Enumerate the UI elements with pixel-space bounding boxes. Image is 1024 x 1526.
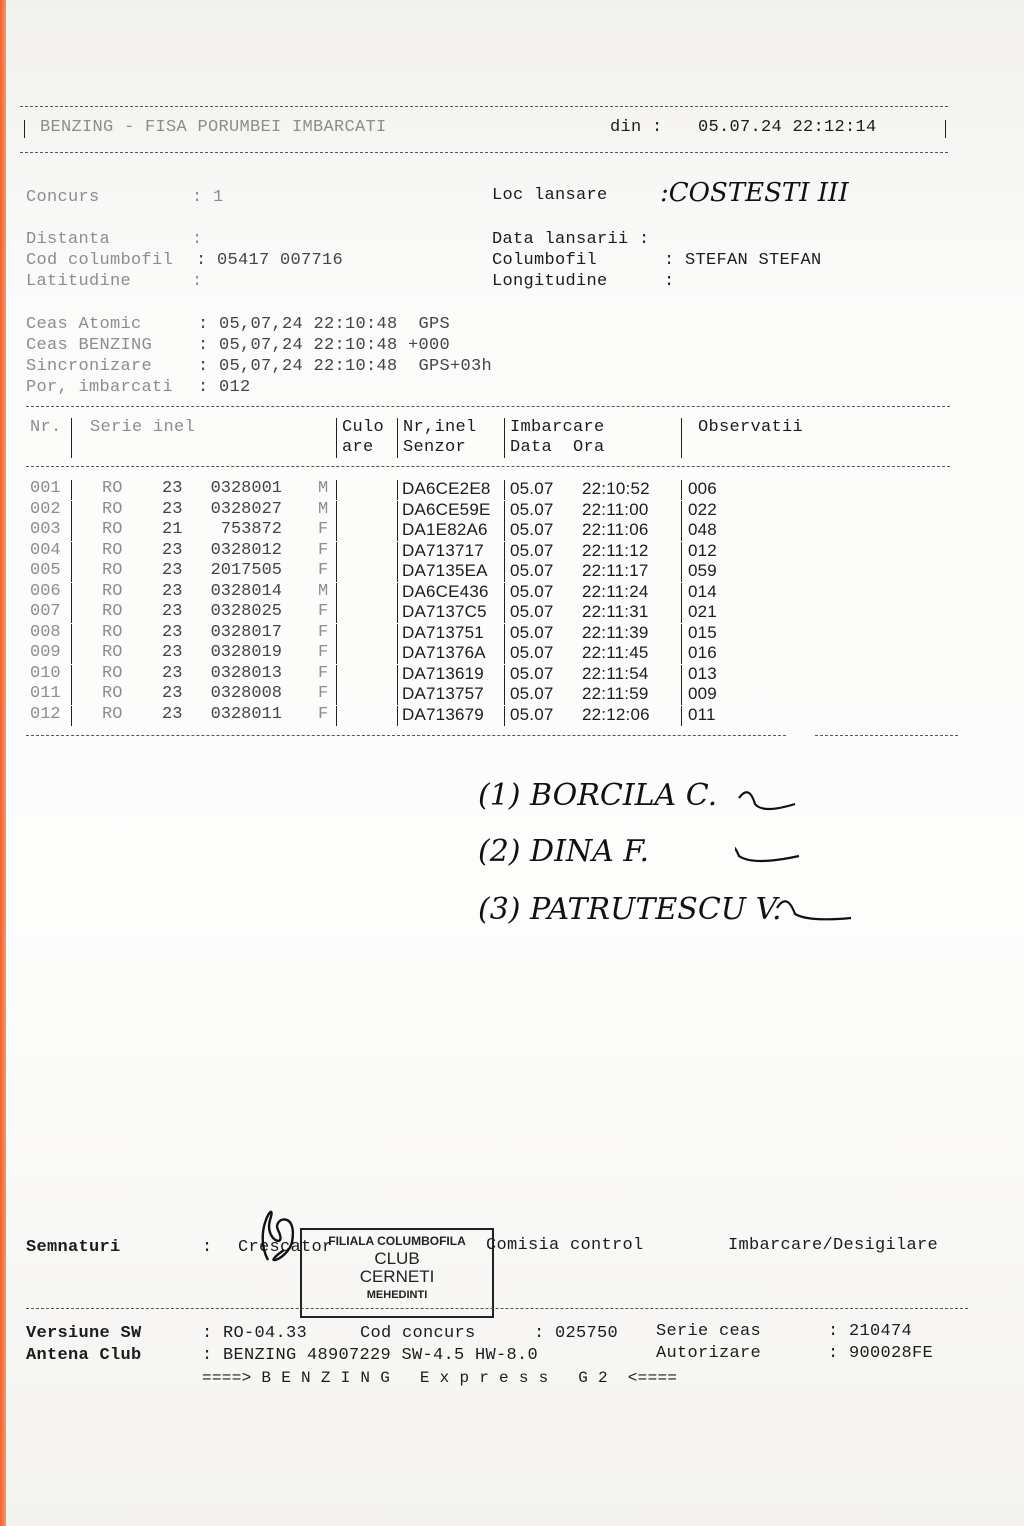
cell-year: 23 <box>162 623 183 642</box>
cell-nr: 002 <box>30 500 61 519</box>
table-header-rule <box>26 466 950 467</box>
col-culoare-header: Culo <box>342 418 385 437</box>
cell-date: 05.07 <box>510 684 554 703</box>
cell-ring-number: 0328012 <box>210 541 282 560</box>
cell-time: 22:11:45 <box>582 643 649 662</box>
cod-concurs-label: Cod concurs <box>360 1324 476 1343</box>
row-divider <box>681 603 682 623</box>
cell-sensor: DA713757 <box>402 684 484 703</box>
cell-year: 21 <box>162 520 183 539</box>
columbofil-value: : STEFAN STEFAN <box>664 251 822 270</box>
header-top-rule <box>20 106 948 107</box>
row-divider <box>681 542 682 562</box>
row-divider <box>504 542 505 562</box>
cell-nr: 010 <box>30 664 61 683</box>
cell-sex: M <box>318 500 329 519</box>
cell-time: 22:11:17 <box>582 561 649 580</box>
header-right-bar <box>945 120 946 138</box>
serie-ceas-value: : 210474 <box>828 1322 913 1341</box>
cell-date: 05.07 <box>510 623 554 642</box>
cell-ring-number: 2017505 <box>210 561 282 580</box>
stamp-line-2: CLUB <box>374 1249 420 1268</box>
distanta-value: : <box>192 230 203 249</box>
cell-observation: 013 <box>688 664 717 683</box>
cell-year: 23 <box>162 705 183 724</box>
col-observatii-header: Observatii <box>698 418 804 437</box>
cell-observation: 048 <box>688 520 717 539</box>
cell-sensor: DA1E82A6 <box>402 520 488 539</box>
handwritten-signature <box>248 1190 308 1280</box>
cell-sensor: DA7135EA <box>402 561 488 580</box>
cell-sex: M <box>318 582 329 601</box>
crescator-label: Crescator <box>238 1238 333 1257</box>
cell-sensor: DA7137C5 <box>402 602 487 621</box>
cell-country: RO <box>102 541 123 560</box>
cod-columbofil-value: : 05417 007716 <box>196 251 344 270</box>
cell-sensor: DA6CE436 <box>402 582 489 601</box>
row-divider <box>397 542 398 562</box>
cell-date: 05.07 <box>510 541 554 560</box>
table-bottom-rule <box>26 735 786 736</box>
handwritten-note-1: (1) BORCILA C. <box>478 778 718 813</box>
row-divider <box>504 480 505 500</box>
cell-sex: F <box>318 623 329 642</box>
row-divider <box>681 706 682 726</box>
cell-sex: F <box>318 541 329 560</box>
cell-sensor: DA6CE59E <box>402 500 491 519</box>
row-divider <box>336 624 337 644</box>
cell-year: 23 <box>162 684 183 703</box>
club-stamp <box>300 1228 494 1318</box>
versiune-sw-value: : RO-04.33 <box>202 1324 308 1343</box>
cell-ring-number: 0328014 <box>210 582 282 601</box>
cell-ring-number: 0328013 <box>210 664 282 683</box>
cell-year: 23 <box>162 664 183 683</box>
row-divider <box>71 562 72 582</box>
row-divider <box>397 562 398 582</box>
row-divider <box>504 685 505 705</box>
cell-nr: 011 <box>30 684 61 703</box>
sincronizare-label: Sincronizare <box>26 357 153 376</box>
row-divider <box>397 644 398 664</box>
cod-concurs-value: : 025750 <box>534 1324 619 1343</box>
cell-observation: 059 <box>688 561 717 580</box>
cell-country: RO <box>102 643 123 662</box>
distanta-label: Distanta <box>26 230 111 249</box>
loc-lansare-label: Loc lansare <box>492 186 608 205</box>
cell-sex: F <box>318 664 329 683</box>
cell-ring-number: 0328019 <box>210 643 282 662</box>
row-divider <box>681 644 682 664</box>
cell-country: RO <box>102 664 123 683</box>
cell-time: 22:10:52 <box>582 479 650 498</box>
sincronizare-value: : 05,07,24 22:10:48 GPS+03h <box>198 357 493 376</box>
row-divider <box>397 624 398 644</box>
col-culoare-divider <box>397 418 398 458</box>
cell-country: RO <box>102 602 123 621</box>
row-divider <box>71 603 72 623</box>
autorizare-value: : 900028FE <box>828 1344 934 1363</box>
concurs-label: Concurs <box>26 188 100 207</box>
cell-observation: 015 <box>688 623 717 642</box>
row-divider <box>504 644 505 664</box>
stamp-line-4: MEHEDINTI <box>366 1289 428 1301</box>
comisia-control-label: Comisia control <box>486 1236 644 1255</box>
row-divider <box>336 542 337 562</box>
cell-country: RO <box>102 582 123 601</box>
cell-observation: 006 <box>688 479 717 498</box>
cell-year: 23 <box>162 500 183 519</box>
row-divider <box>397 706 398 726</box>
col-culoare-header-2: are <box>342 438 374 457</box>
cell-year: 23 <box>162 479 183 498</box>
row-divider <box>397 480 398 500</box>
porumbei-imbarcati-value: : 012 <box>198 378 251 397</box>
row-divider <box>336 501 337 521</box>
cell-sex: F <box>318 643 329 662</box>
row-divider <box>681 583 682 603</box>
cell-nr: 001 <box>30 479 61 498</box>
handwritten-note-2: (2) DINA F. <box>478 834 650 869</box>
col-imbarcare-header: Imbarcare <box>510 418 605 437</box>
row-divider <box>681 521 682 541</box>
row-divider <box>71 624 72 644</box>
cell-nr: 003 <box>30 520 61 539</box>
cell-date: 05.07 <box>510 643 554 662</box>
date-label: din : <box>610 118 663 137</box>
row-divider <box>504 706 505 726</box>
cell-time: 22:11:12 <box>582 541 649 560</box>
cell-observation: 009 <box>688 684 717 703</box>
cell-date: 05.07 <box>510 664 554 683</box>
cell-year: 23 <box>162 602 183 621</box>
row-divider <box>336 706 337 726</box>
cell-date: 05.07 <box>510 479 554 498</box>
cell-sensor: DA71376A <box>402 643 486 662</box>
cell-nr: 005 <box>30 561 61 580</box>
row-divider <box>71 706 72 726</box>
cell-nr: 012 <box>30 705 61 724</box>
row-divider <box>504 665 505 685</box>
row-divider <box>397 583 398 603</box>
cell-date: 05.07 <box>510 705 554 724</box>
row-divider <box>504 603 505 623</box>
row-divider <box>336 562 337 582</box>
cell-country: RO <box>102 561 123 580</box>
table-top-rule <box>26 406 950 407</box>
document-title: BENZING - FISA PORUMBEI IMBARCATI <box>40 118 387 137</box>
cell-ring-number: 0328027 <box>210 500 282 519</box>
row-divider <box>71 521 72 541</box>
cell-ring-number: 0328001 <box>210 479 282 498</box>
latitudine-label: Latitudine <box>26 272 132 291</box>
row-divider <box>681 480 682 500</box>
cell-country: RO <box>102 705 123 724</box>
col-imbarcare-divider <box>681 418 682 458</box>
row-divider <box>504 521 505 541</box>
row-divider <box>336 644 337 664</box>
cell-sex: F <box>318 561 329 580</box>
cell-date: 05.07 <box>510 520 554 539</box>
cell-sensor: DA713679 <box>402 705 484 724</box>
row-divider <box>71 665 72 685</box>
cell-observation: 014 <box>688 582 717 601</box>
cell-sensor: DA6CE2E8 <box>402 479 491 498</box>
semnaturi-label: Semnaturi <box>26 1238 121 1257</box>
cell-observation: 011 <box>688 705 716 724</box>
header-bottom-rule <box>20 152 948 153</box>
cell-ring-number: 0328025 <box>210 602 282 621</box>
row-divider <box>336 685 337 705</box>
benzing-brand-line: ====> B E N Z I N G E x p r e s s G 2 <==== <box>202 1369 678 1387</box>
cell-time: 22:11:54 <box>582 664 649 683</box>
row-divider <box>336 603 337 623</box>
cell-observation: 022 <box>688 500 717 519</box>
row-divider <box>336 480 337 500</box>
row-divider <box>504 562 505 582</box>
document-page <box>6 0 1024 1526</box>
row-divider <box>71 644 72 664</box>
cell-year: 23 <box>162 643 183 662</box>
cod-columbofil-label: Cod columbofil <box>26 251 174 270</box>
row-divider <box>397 685 398 705</box>
autorizare-label: Autorizare <box>656 1344 762 1363</box>
handwritten-note-3: (3) PATRUTESCU V. <box>478 892 782 927</box>
row-divider <box>504 583 505 603</box>
handwritten-initials-marks <box>735 780 855 940</box>
longitudine-label: Longitudine <box>492 272 608 291</box>
row-divider <box>681 624 682 644</box>
row-divider <box>681 665 682 685</box>
row-divider <box>397 665 398 685</box>
print-datetime: 05.07.24 22:12:14 <box>698 118 877 137</box>
cell-country: RO <box>102 684 123 703</box>
row-divider <box>397 501 398 521</box>
cell-year: 23 <box>162 561 183 580</box>
cell-sex: M <box>318 479 329 498</box>
cell-date: 05.07 <box>510 582 554 601</box>
row-divider <box>504 501 505 521</box>
cell-year: 23 <box>162 541 183 560</box>
row-divider <box>336 521 337 541</box>
col-nr-divider <box>71 418 72 458</box>
versiune-sw-label: Versiune SW <box>26 1324 142 1343</box>
col-inel-header: Nr,inel <box>403 418 477 437</box>
row-divider <box>71 501 72 521</box>
cell-sensor: DA713717 <box>402 541 484 560</box>
cell-nr: 007 <box>30 602 61 621</box>
longitudine-value: : <box>664 272 675 291</box>
ceas-atomic-label: Ceas Atomic <box>26 315 142 334</box>
header-left-bar <box>24 120 25 138</box>
cell-ring-number: 0328008 <box>210 684 282 703</box>
data-lansarii-label: Data lansarii : <box>492 230 650 249</box>
cell-nr: 008 <box>30 623 61 642</box>
cell-time: 22:11:06 <box>582 520 649 539</box>
cell-time: 22:12:06 <box>582 705 650 724</box>
cell-date: 05.07 <box>510 602 554 621</box>
col-data-ora-header: Data Ora <box>510 438 605 457</box>
cell-observation: 021 <box>688 602 717 621</box>
latitudine-value: : <box>192 272 203 291</box>
stamp-line-3: CERNETI <box>359 1267 435 1286</box>
cell-ring-number: 0328011 <box>210 705 282 724</box>
row-divider <box>71 583 72 603</box>
loc-lansare-handwritten: :COSTESTI III <box>660 178 849 208</box>
cell-sex: F <box>318 684 329 703</box>
cell-ring-number: 753872 <box>220 520 282 539</box>
table-bottom-rule-right <box>815 735 958 736</box>
cell-sex: F <box>318 602 329 621</box>
row-divider <box>681 685 682 705</box>
cell-time: 22:11:39 <box>582 623 649 642</box>
columbofil-label: Columbofil <box>492 251 598 270</box>
col-nr-header: Nr. <box>30 418 62 437</box>
antena-club-label: Antena Club <box>26 1346 142 1365</box>
imbarcare-desigilare-label: Imbarcare/Desigilare <box>728 1236 939 1255</box>
footer-rule <box>26 1308 968 1309</box>
row-divider <box>397 603 398 623</box>
ceas-benzing-label: Ceas BENZING <box>26 336 153 355</box>
ceas-atomic-value: : 05,07,24 22:10:48 GPS <box>198 315 451 334</box>
row-divider <box>681 562 682 582</box>
cell-time: 22:11:00 <box>582 500 649 519</box>
cell-ring-number: 0328017 <box>210 623 282 642</box>
cell-sex: F <box>318 520 329 539</box>
row-divider <box>71 480 72 500</box>
concurs-value: : 1 <box>192 188 224 207</box>
serie-ceas-label: Serie ceas <box>656 1322 762 1341</box>
cell-time: 22:11:24 <box>582 582 649 601</box>
cell-date: 05.07 <box>510 561 554 580</box>
col-senzor-header: Senzor <box>403 438 467 457</box>
col-serie-divider <box>336 418 337 458</box>
porumbei-imbarcati-label: Por, imbarcati <box>26 378 174 397</box>
semnaturi-colon: : <box>202 1238 213 1257</box>
cell-observation: 016 <box>688 643 717 662</box>
row-divider <box>504 624 505 644</box>
row-divider <box>336 583 337 603</box>
stamp-line-1: FILIALA COLUMBOFILA <box>328 1234 466 1248</box>
row-divider <box>71 542 72 562</box>
cell-nr: 006 <box>30 582 61 601</box>
col-serie-header: Serie inel <box>90 418 196 437</box>
cell-country: RO <box>102 520 123 539</box>
cell-sensor: DA713751 <box>402 623 484 642</box>
antena-club-value: : BENZING 48907229 SW-4.5 HW-8.0 <box>202 1346 539 1365</box>
cell-nr: 004 <box>30 541 61 560</box>
cell-time: 22:11:59 <box>582 684 649 703</box>
cell-country: RO <box>102 623 123 642</box>
cell-observation: 012 <box>688 541 717 560</box>
cell-nr: 009 <box>30 643 61 662</box>
cell-country: RO <box>102 500 123 519</box>
row-divider <box>71 685 72 705</box>
cell-time: 22:11:31 <box>582 602 649 621</box>
row-divider <box>336 665 337 685</box>
cell-sensor: DA713619 <box>402 664 484 683</box>
cell-country: RO <box>102 479 123 498</box>
row-divider <box>397 521 398 541</box>
cell-year: 23 <box>162 582 183 601</box>
cell-sex: F <box>318 705 329 724</box>
row-divider <box>681 501 682 521</box>
ceas-benzing-value: : 05,07,24 22:10:48 +000 <box>198 336 451 355</box>
col-senzor-divider <box>504 418 505 458</box>
cell-date: 05.07 <box>510 500 554 519</box>
